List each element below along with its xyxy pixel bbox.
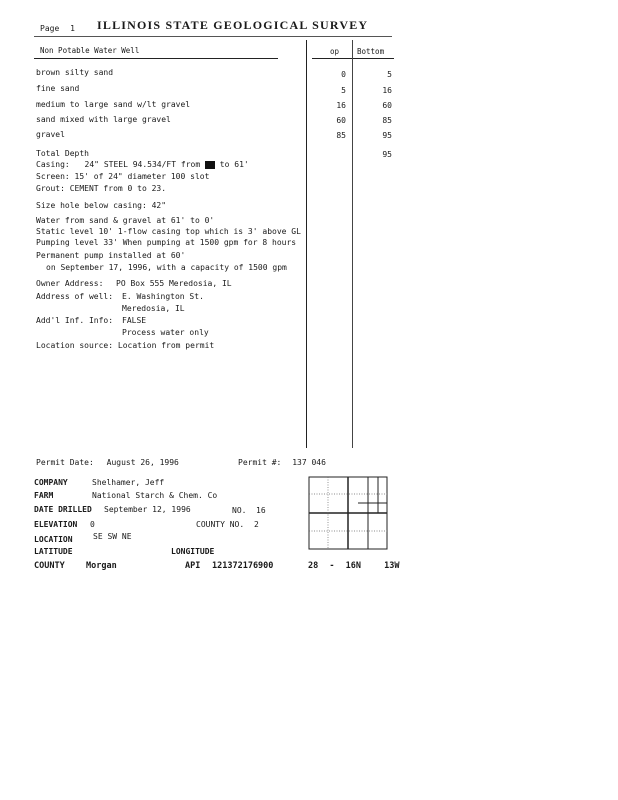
- well-address-line-2: Meredosia, IL: [122, 304, 185, 313]
- strata-row: [36, 68, 113, 77]
- no-label: NO.: [232, 506, 247, 515]
- redaction-mark: [205, 161, 215, 169]
- section-number: 28: [308, 561, 319, 571]
- township-range: [308, 561, 399, 571]
- pumping-level-line: Pumping level 33' When pumping at 1500 gpm for 8 hours: [36, 238, 297, 247]
- strata-top: 60: [336, 116, 346, 125]
- farm-value: National Starch & Chem. Co: [92, 491, 218, 500]
- owner-address-label: Owner Address:: [36, 279, 104, 288]
- strata-bottom: 85: [382, 116, 392, 125]
- owner-address-value: PO Box 555 Meredosia, IL: [116, 279, 232, 288]
- pump-date-line: on September 17, 1996, with a capacity of 1500 gpm: [46, 263, 287, 272]
- strata-bottom: 95: [382, 131, 392, 140]
- well-type: Non Potable Water Well: [40, 46, 140, 55]
- permit-number-label: Permit #:: [238, 458, 282, 467]
- total-depth-label: Total Depth: [36, 149, 89, 158]
- column-bottom-header: Bottom: [357, 47, 385, 56]
- strata-top: 0: [341, 70, 346, 79]
- elevation-label: ELEVATION: [34, 520, 78, 529]
- strata-desc: gravel: [36, 130, 65, 139]
- water-from-line: Water from sand & gravel at 61' to 0': [36, 216, 215, 225]
- screen-line: Screen: 15' of 24" diameter 100 slot: [36, 172, 210, 181]
- casing-label: Casing:: [36, 160, 70, 169]
- well-address-label: Address of well:: [36, 292, 114, 301]
- page-number: 1: [70, 24, 75, 33]
- hole-size-line: Size hole below casing: 42": [36, 201, 167, 210]
- page-label: [40, 24, 75, 33]
- location-source-line: Location source: Location from permit: [36, 341, 215, 350]
- page-label-text: Page: [40, 24, 60, 33]
- location-label: LOCATION: [34, 535, 73, 544]
- survey-title: ILLINOIS STATE GEOLOGICAL SURVEY: [97, 18, 369, 32]
- county-label: COUNTY: [34, 561, 65, 571]
- total-depth-value: 95: [382, 150, 392, 159]
- permit-date-value: August 26, 1996: [106, 458, 179, 467]
- latitude-label: LATITUDE: [34, 547, 73, 556]
- api-label: API: [185, 561, 201, 571]
- casing-line: [36, 160, 249, 169]
- company-value: Shelhamer, Jeff: [92, 478, 165, 487]
- range: 13W: [384, 561, 400, 571]
- permit-number: [238, 458, 326, 467]
- elevation-value: 0: [90, 520, 95, 529]
- title-underline: [34, 36, 392, 37]
- section-dash: -: [329, 561, 335, 571]
- add-info-line-1: FALSE: [122, 316, 147, 325]
- add-info-line-2: Process water only: [122, 328, 209, 337]
- strata-row: [36, 115, 171, 124]
- company-label: COMPANY: [34, 478, 68, 487]
- strata-desc: medium to large sand w/lt gravel: [36, 100, 191, 109]
- casing-to: to 61': [219, 160, 249, 169]
- grout-line: Grout: CEMENT from 0 to 23.: [36, 184, 167, 193]
- api-value: 121372176900: [212, 561, 274, 571]
- well-address-line-1: E. Washington St.: [122, 292, 204, 301]
- section-location-grid: [308, 476, 388, 550]
- casing-value: 24" STEEL 94.534/FT from: [84, 160, 201, 169]
- date-drilled-label: DATE DRILLED: [34, 505, 92, 514]
- strata-row: [36, 130, 65, 139]
- static-level-line: Static level 10' 1-flow casing top which is 3' above GL: [36, 227, 301, 236]
- strata-bottom: 60: [382, 101, 392, 110]
- township: 16N: [345, 561, 361, 571]
- pump-installed-line: Permanent pump installed at 60': [36, 251, 186, 260]
- longitude-label: LONGITUDE: [171, 547, 215, 556]
- strata-top: 5: [341, 86, 346, 95]
- strata-desc: brown silty sand: [36, 68, 114, 77]
- strata-bottom: 16: [382, 86, 392, 95]
- strata-row: [36, 100, 190, 109]
- location-value: SE SW NE: [93, 532, 132, 541]
- well-type-underline: [34, 58, 278, 59]
- strata-row: [36, 84, 79, 93]
- column-top-header: op: [330, 47, 340, 56]
- strata-desc: sand mixed with large gravel: [36, 115, 171, 124]
- county-no-value: 2: [254, 520, 259, 529]
- strata-top: 85: [336, 131, 346, 140]
- farm-label: FARM: [34, 491, 54, 500]
- permit-date: [36, 458, 179, 467]
- column-header-underline: [312, 58, 394, 59]
- county-no-label: COUNTY NO.: [196, 520, 245, 529]
- permit-number-value: 137 046: [292, 458, 326, 467]
- county-value: Morgan: [86, 561, 117, 571]
- permit-date-label: Permit Date:: [36, 458, 94, 467]
- strata-top: 16: [336, 101, 346, 110]
- add-info-label: Add'l Inf. Info:: [36, 316, 114, 325]
- no-value: 16: [256, 506, 266, 515]
- strata-desc: fine sand: [36, 84, 80, 93]
- strata-bottom: 5: [387, 70, 392, 79]
- date-drilled-value: September 12, 1996: [104, 505, 191, 514]
